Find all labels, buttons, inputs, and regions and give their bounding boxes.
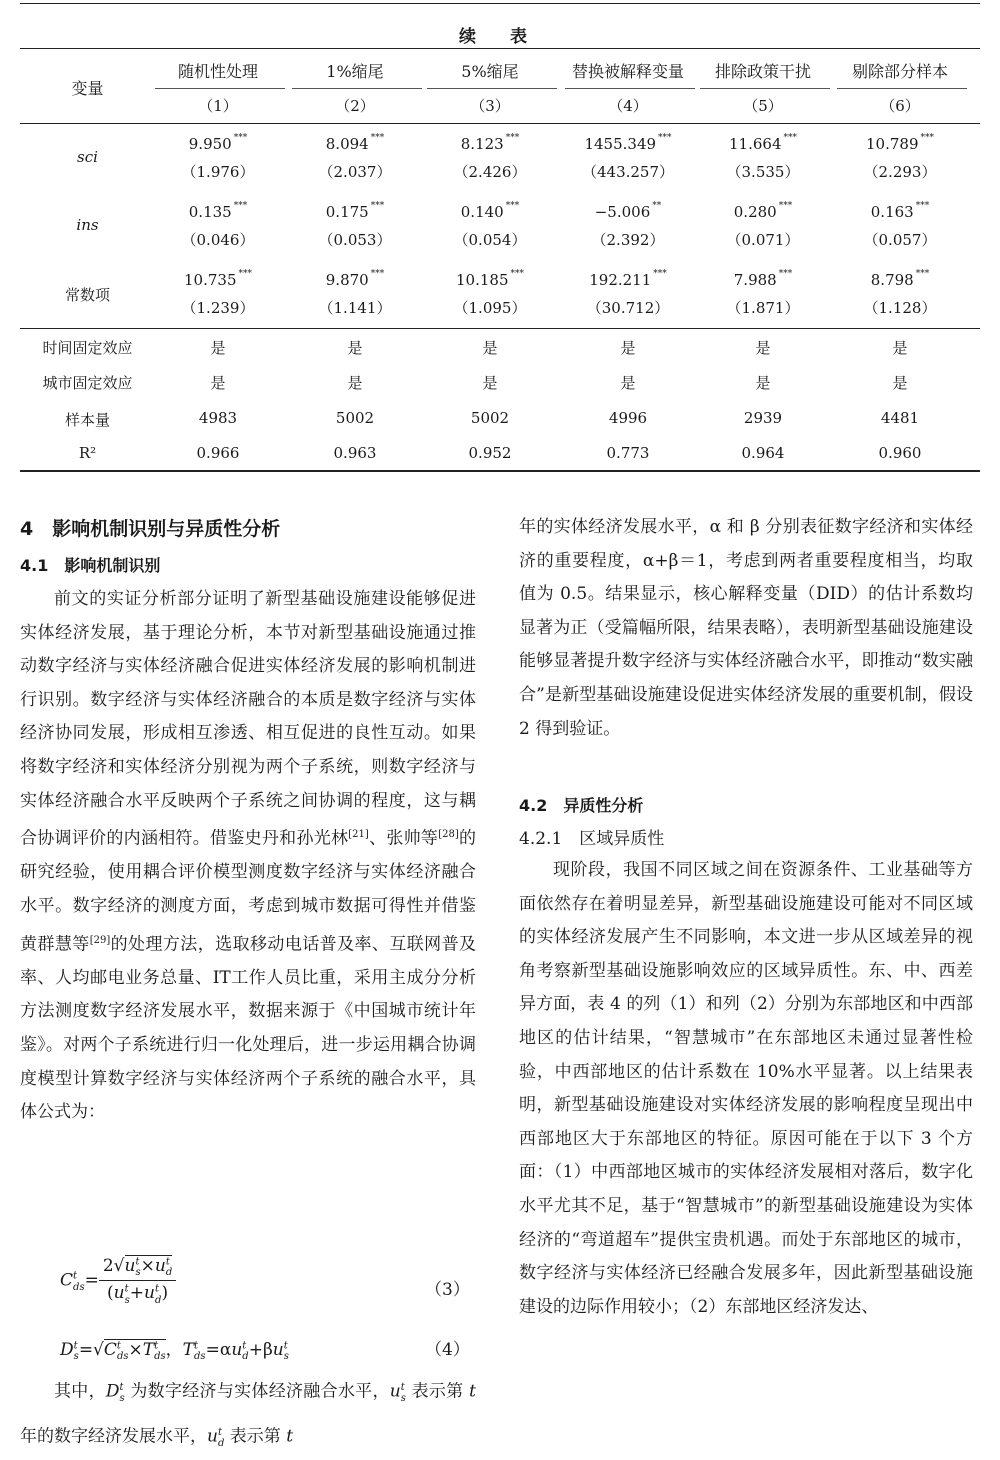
se-cell: （0.071） xyxy=(726,231,800,249)
value-cell: 0.963 xyxy=(333,444,377,462)
value-cell: 是 xyxy=(210,374,226,392)
column-header-4: 替换被解释变量 xyxy=(571,62,684,81)
equation-4-number: （4） xyxy=(425,1340,470,1360)
coef-cell: 0.280 *** xyxy=(733,201,793,221)
se-cell: （1.095） xyxy=(453,299,527,317)
value-cell: 是 xyxy=(347,374,363,392)
coef-cell: 0.135 *** xyxy=(188,201,248,221)
column-header-underline xyxy=(155,88,285,89)
coef-cell: 1455.349 *** xyxy=(584,133,672,153)
se-cell: （0.054） xyxy=(453,231,527,249)
value-cell: 是 xyxy=(347,339,363,357)
paragraph-regional: 现阶段，我国不同区域之间在资源条件、工业基础等方面依然存在着明显差异，新型基础设施建设可能对不同区域的实体经济发展产生不同影响，本文进一步从区域差异的视角考察新型基础设施影响效应的区域异质性。东、中、西差异方面，表 4 的列（1）和列（2）分别为东部地区和中西部地区的估计结果，“智慧城市”在东部地区未通过显著性检验，中西部地区的估计系数在 10%水平显著。以上结果表明，新型基础设施建设对实体经济发展的影响程度呈现出中西部地区大于东部地区的特征。原因可能在于以下 3 个方面：（1）中西部地区城市的实体经济发展相对落后，数字化水平尤其不足，基于“智慧城市”的新型基础设施建设为实体经济的“弯道超车”提供宝贵机遇。而处于东部地区的城市，数字经济与实体经济已经融合发展多年，因此新型基础设施建设的边际作用较小；（2）东部地区经济发达、 xyxy=(519,860,973,1317)
header-bottom-rule xyxy=(20,123,980,124)
column-number-5: （5） xyxy=(743,97,783,115)
equation-3-number: （3） xyxy=(425,1280,470,1300)
column-header-2: 1%缩尾 xyxy=(326,62,384,81)
column-header-5: 排除政策干扰 xyxy=(714,62,811,81)
value-cell: 5002 xyxy=(470,409,510,427)
coef-cell: 9.950 *** xyxy=(188,133,248,153)
column-number-3: （3） xyxy=(470,97,510,115)
row-label: 常数项 xyxy=(64,286,110,304)
section-heading: 4 影响机制识别与异质性分析 xyxy=(20,518,281,540)
value-cell: 0.952 xyxy=(468,444,512,462)
value-cell: 是 xyxy=(755,374,771,392)
value-cell: 4983 xyxy=(198,409,238,427)
row-label: 样本量 xyxy=(64,411,110,429)
table-top-rule xyxy=(20,3,980,4)
se-cell: （3.535） xyxy=(726,163,800,181)
value-cell: 是 xyxy=(210,339,226,357)
se-cell: （1.141） xyxy=(318,299,392,317)
value-cell: 5002 xyxy=(335,409,375,427)
se-cell: （0.046） xyxy=(181,231,255,249)
se-cell: （1.871） xyxy=(726,299,800,317)
subsection-heading: 4.1 影响机制识别 xyxy=(20,556,161,575)
coef-bottom-rule xyxy=(20,328,980,329)
table-bottom-rule xyxy=(20,470,980,472)
row-label: sci xyxy=(77,148,98,166)
se-cell: （2.426） xyxy=(453,163,527,181)
coef-cell: 10.789 *** xyxy=(866,133,934,153)
se-cell: （2.293） xyxy=(863,163,937,181)
value-cell: 是 xyxy=(482,339,498,357)
value-cell: 是 xyxy=(620,374,636,392)
paragraph-mechanism-result: 年的实体经济发展水平，α 和 β 分别表征数字经济和实体经济的重要程度，α+β＝1，考虑到两者重要程度相当，均取值为 0.5。结果显示，核心解释变量（DID）的估计系数均显著为正（受篇幅所限，结果表略），表明新型基础设施建设能够显著提升数字经济与实体经济融合水平，即推动“数实融合”是新型基础设施建设促进实体经济发展的重要机制，假设 2 得到验证。 xyxy=(519,517,973,739)
column-number-4: （4） xyxy=(608,97,648,115)
coef-cell: 0.175 *** xyxy=(325,201,385,221)
coef-cell: 0.163 *** xyxy=(870,201,930,221)
coef-cell: 7.988 *** xyxy=(733,269,793,289)
column-number-2: （2） xyxy=(335,97,375,115)
row-label: R² xyxy=(78,444,97,462)
row-label: ins xyxy=(76,216,99,234)
se-cell: （0.053） xyxy=(318,231,392,249)
se-cell: （0.057） xyxy=(863,231,937,249)
column-header-underline xyxy=(700,88,830,89)
row-label: 时间固定效应 xyxy=(42,339,133,357)
value-cell: 0.773 xyxy=(606,444,650,462)
subsection-heading-heterogeneity: 4.2 异质性分析 xyxy=(519,796,644,815)
column-header-3: 5%缩尾 xyxy=(461,62,519,81)
value-cell: 0.964 xyxy=(741,444,785,462)
value-cell: 是 xyxy=(755,339,771,357)
value-cell: 是 xyxy=(620,339,636,357)
se-cell: （30.712） xyxy=(586,299,670,317)
column-header-underline xyxy=(565,88,695,89)
coef-cell: 11.664 *** xyxy=(729,133,797,153)
coef-cell: −5.006 ** xyxy=(594,201,662,221)
se-cell: （1.239） xyxy=(181,299,255,317)
value-cell: 是 xyxy=(892,374,908,392)
column-number-1: （1） xyxy=(198,97,238,115)
se-cell: （1.976） xyxy=(181,163,255,181)
value-cell: 4481 xyxy=(880,409,920,427)
value-cell: 是 xyxy=(482,374,498,392)
coef-cell: 9.870 *** xyxy=(325,269,385,289)
subsubsection-heading-regional: 4.2.1 区域异质性 xyxy=(519,829,665,849)
row-label: 城市固定效应 xyxy=(42,374,133,392)
column-number-6: （6） xyxy=(880,97,920,115)
coef-cell: 10.185 *** xyxy=(456,269,524,289)
coef-cell: 192.211 *** xyxy=(589,269,667,289)
se-cell: （1.128） xyxy=(863,299,937,317)
table-header-rule xyxy=(20,48,980,49)
value-cell: 0.960 xyxy=(878,444,922,462)
value-cell: 是 xyxy=(892,339,908,357)
equation-3: $C^t_{ds}=$ $\frac{2√u^t_s\times u^t_d}{(u^t_s+u^t_d)}$ xyxy=(60,1256,176,1306)
se-cell: （443.257） xyxy=(581,163,675,181)
value-cell: 0.966 xyxy=(196,444,240,462)
equation-4: $D^t_s=√C^t_{ds}\times T^t_{ds}$，$T^t_{ds}=\alpha u^t_d+\beta u^t_s$ xyxy=(60,1340,289,1363)
value-cell: 2939 xyxy=(743,409,783,427)
paragraph-mechanism: 前文的实证分析部分证明了新型基础设施建设能够促进实体经济发展，基于理论分析，本节对新型基础设施通过推动数字经济与实体经济融合促进实体经济发展的影响机制进行识别。数字经济与实体经济融合的本质是数字经济与实体经济协同发展，形成相互渗透、相互促进的良性互动。如果将数字经济和实体经济分别视为两个子系统，则数字经济与实体经济融合水平反映两个子系统之间协调的程度，这与耦合协调评价的内涵相符。借鉴史丹和孙光林[21]、张帅等[28]的研究经验，使用耦合评价模型测度数字经济与实体经济融合水平。数字经济的测度方面，考虑到城市数据可得性并借鉴黄群慧等[29]的处理方法，选取移动电话普及率、互联网普及率、人均邮电业务总量、IT工作人员比重，采用主成分分析方法测度数字经济发展水平，数据来源于《中国城市统计年鉴》。对两个子系统进行归一化处理后，进一步运用耦合协调度模型计算数字经济与实体经济两个子系统的融合水平，具体公式为： xyxy=(20,589,477,1123)
coef-cell: 8.094 *** xyxy=(325,133,385,153)
coef-cell: 10.735 *** xyxy=(184,269,252,289)
column-header-underline xyxy=(292,88,422,89)
table-title: 续 表 xyxy=(459,27,541,47)
paragraph-definitions: 其中，$D^t_s$ 为数字经济与实体经济融合水平，$u^t_s$ 表示第 t 年的数字经济发展水平，$u^t_d$ 表示第 t xyxy=(20,1381,477,1449)
column-header-6: 剔除部分样本 xyxy=(851,62,948,81)
var-header: 变量 xyxy=(71,79,104,98)
se-cell: （2.037） xyxy=(318,163,392,181)
coef-cell: 8.798 *** xyxy=(870,269,930,289)
coef-cell: 8.123 *** xyxy=(460,133,520,153)
column-header-1: 随机性处理 xyxy=(177,62,258,81)
value-cell: 4996 xyxy=(608,409,648,427)
column-header-underline xyxy=(427,88,557,89)
coef-cell: 0.140 *** xyxy=(460,201,520,221)
se-cell: （2.392） xyxy=(591,231,665,249)
column-header-underline xyxy=(837,88,967,89)
